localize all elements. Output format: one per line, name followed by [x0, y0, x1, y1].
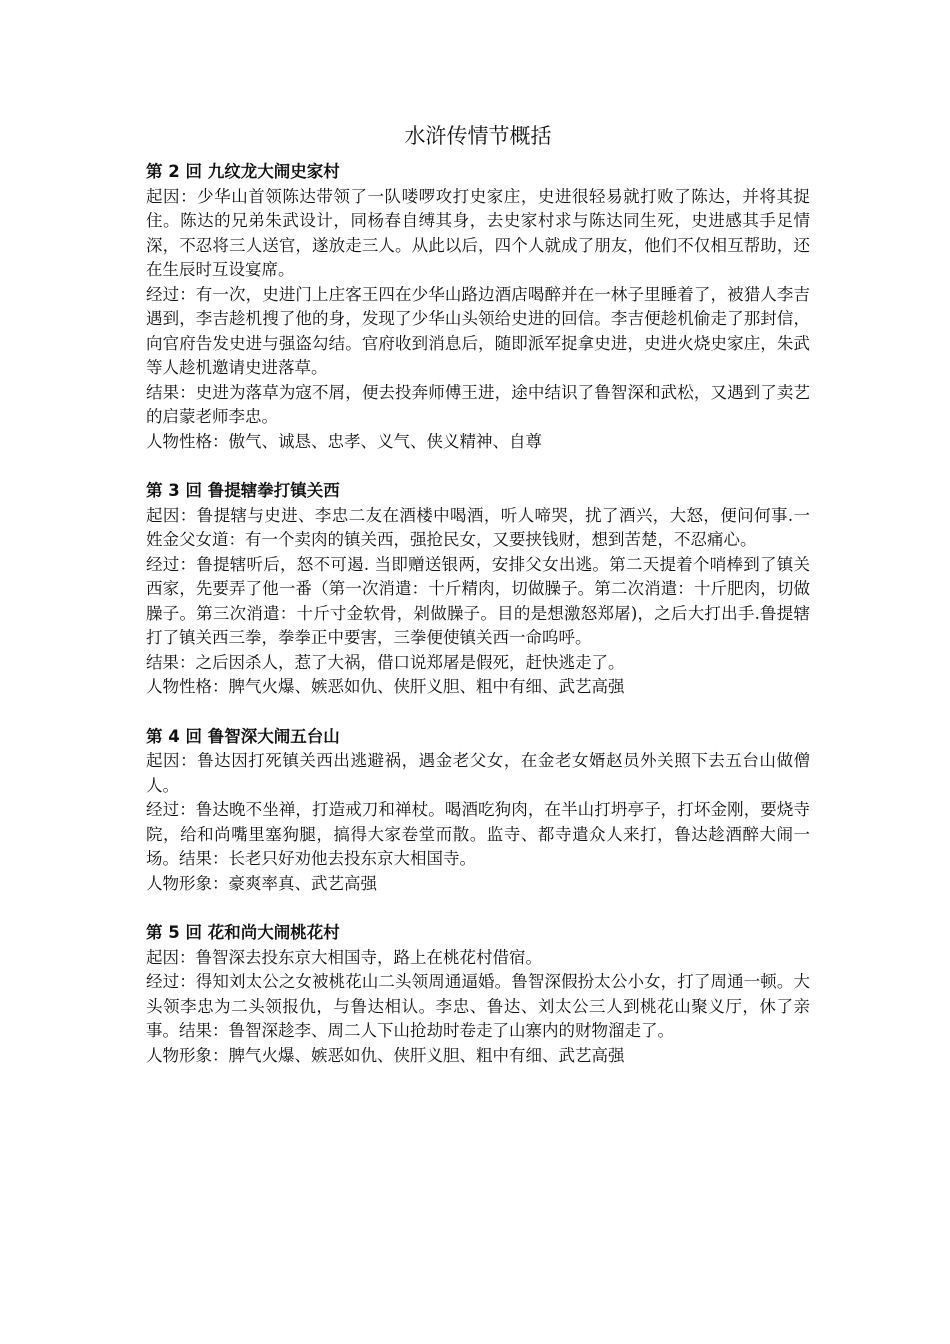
chapter-heading: 第 3 回 鲁提辖拳打镇关西: [146, 481, 340, 500]
chapter-paragraph: 起因：鲁达因打死镇关西出逃避祸，遇金老父女，在金老女婿赵员外关照下去五台山做僧人。: [146, 751, 810, 795]
chapter-section: [146, 479, 810, 700]
chapter-paragraph: 经过：鲁达晚不坐禅，打造戒刀和禅杖。喝酒吃狗肉，在半山打坍亭子，打坏金刚，要烧寺院，给和尚嘴里塞狗腿，搞得大家卷堂而散。监寺、都寺遣众人来打，鲁达趁酒醉大闹一场。结果：长老只好劝他去投东京大相国寺。: [146, 800, 810, 868]
chapter-paragraph: 经过：得知刘太公之女被桃花山二头领周通逼婚。鲁智深假扮太公小女，打了周通一顿。大头领李忠为二头领报仇，与鲁达相认。李忠、鲁达、刘太公三人到桃花山聚义厅，休了亲事。结果：鲁智深趁李、周二人下山抢劫时卷走了山寨内的财物溜走了。: [146, 972, 810, 1040]
chapter-paragraph: 人物性格：傲气、诚恳、忠孝、义气、侠义精神、自尊: [146, 431, 542, 451]
chapter-paragraph: 起因：鲁提辖与史进、李忠二友在酒楼中喝酒，听人啼哭，扰了酒兴，大怒，便问何事.一姓金父女道：有一个卖肉的镇关西，强抢民女，又要挟钱财，想到苦楚，不忍痛心。: [146, 505, 810, 549]
chapter-paragraph: 起因：鲁智深去投东京大相国寺，路上在桃花村借宿。: [146, 947, 542, 967]
chapter-list: [146, 160, 810, 1093]
document-title: 水浒传情节概括: [404, 124, 552, 148]
chapter-paragraph: 人物形象：豪爽率真、武艺高强: [146, 873, 377, 893]
chapter-paragraph: 经过：有一次，史进门上庄客王四在少华山路边酒店喝醉并在一林子里睡着了，被猎人李吉遇到，李吉趁机搜了他的身，发现了少华山头领给史进的回信。李吉便趁机偷走了那封信，向官府告发史进与强盗勾结。官府收到消息后，随即派军捉拿史进，史进火烧史家庄，朱武等人趁机邀请史进落草。: [146, 284, 810, 377]
chapter-paragraph: 起因：少华山首领陈达带领了一队喽啰攻打史家庄，史进很轻易就打败了陈达，并将其捉住。陈达的兄弟朱武设计，同杨春自缚其身，去史家村求与陈达同生死，史进感其手足情深，不忍将三人送官，遂放走三人。从此以后，四个人就成了朋友，他们不仅相互帮助，还在生辰时互设宴席。: [146, 186, 810, 279]
chapter-paragraph: 经过：鲁提辖听后，怒不可遏. 当即赠送银两，安排父女出逃。第二天提着个哨棒到了镇关西家，先要弄了他一番（第一次消遣：十斤精肉，切做臊子。第二次消遣：十斤肥肉，切做臊子。第三次消遣：十斤寸金软骨，剁做臊子。目的是想激怒郑屠)，之后大打出手.鲁提辖打了镇关西三拳，拳拳正中要害，三拳便使镇关西一命呜呼。: [146, 554, 810, 647]
chapter-paragraph: 人物形象：脾气火爆、嫉恶如仇、侠肝义胆、粗中有细、武艺高强: [146, 1045, 625, 1065]
chapter-section: [146, 160, 810, 454]
chapter-paragraph: 人物性格：脾气火爆、嫉恶如仇、侠肝义胆、粗中有细、武艺高强: [146, 677, 625, 696]
chapter-section: [146, 725, 810, 897]
chapter-section: [146, 921, 810, 1068]
chapter-heading: 第 2 回 九纹龙大闹史家村: [146, 162, 340, 181]
chapter-paragraph: 结果：史进为落草为寇不屑，便去投奔师傅王进，途中结识了鲁智深和武松，又遇到了卖艺的启蒙老师李忠。: [146, 382, 810, 426]
chapter-heading: 第 5 回 花和尚大闹桃花村: [146, 923, 340, 942]
chapter-heading: 第 4 回 鲁智深大闹五台山: [146, 726, 340, 746]
chapter-paragraph: 结果：之后因杀人，惹了大祸，借口说郑屠是假死，赶快逃走了。: [146, 652, 625, 672]
